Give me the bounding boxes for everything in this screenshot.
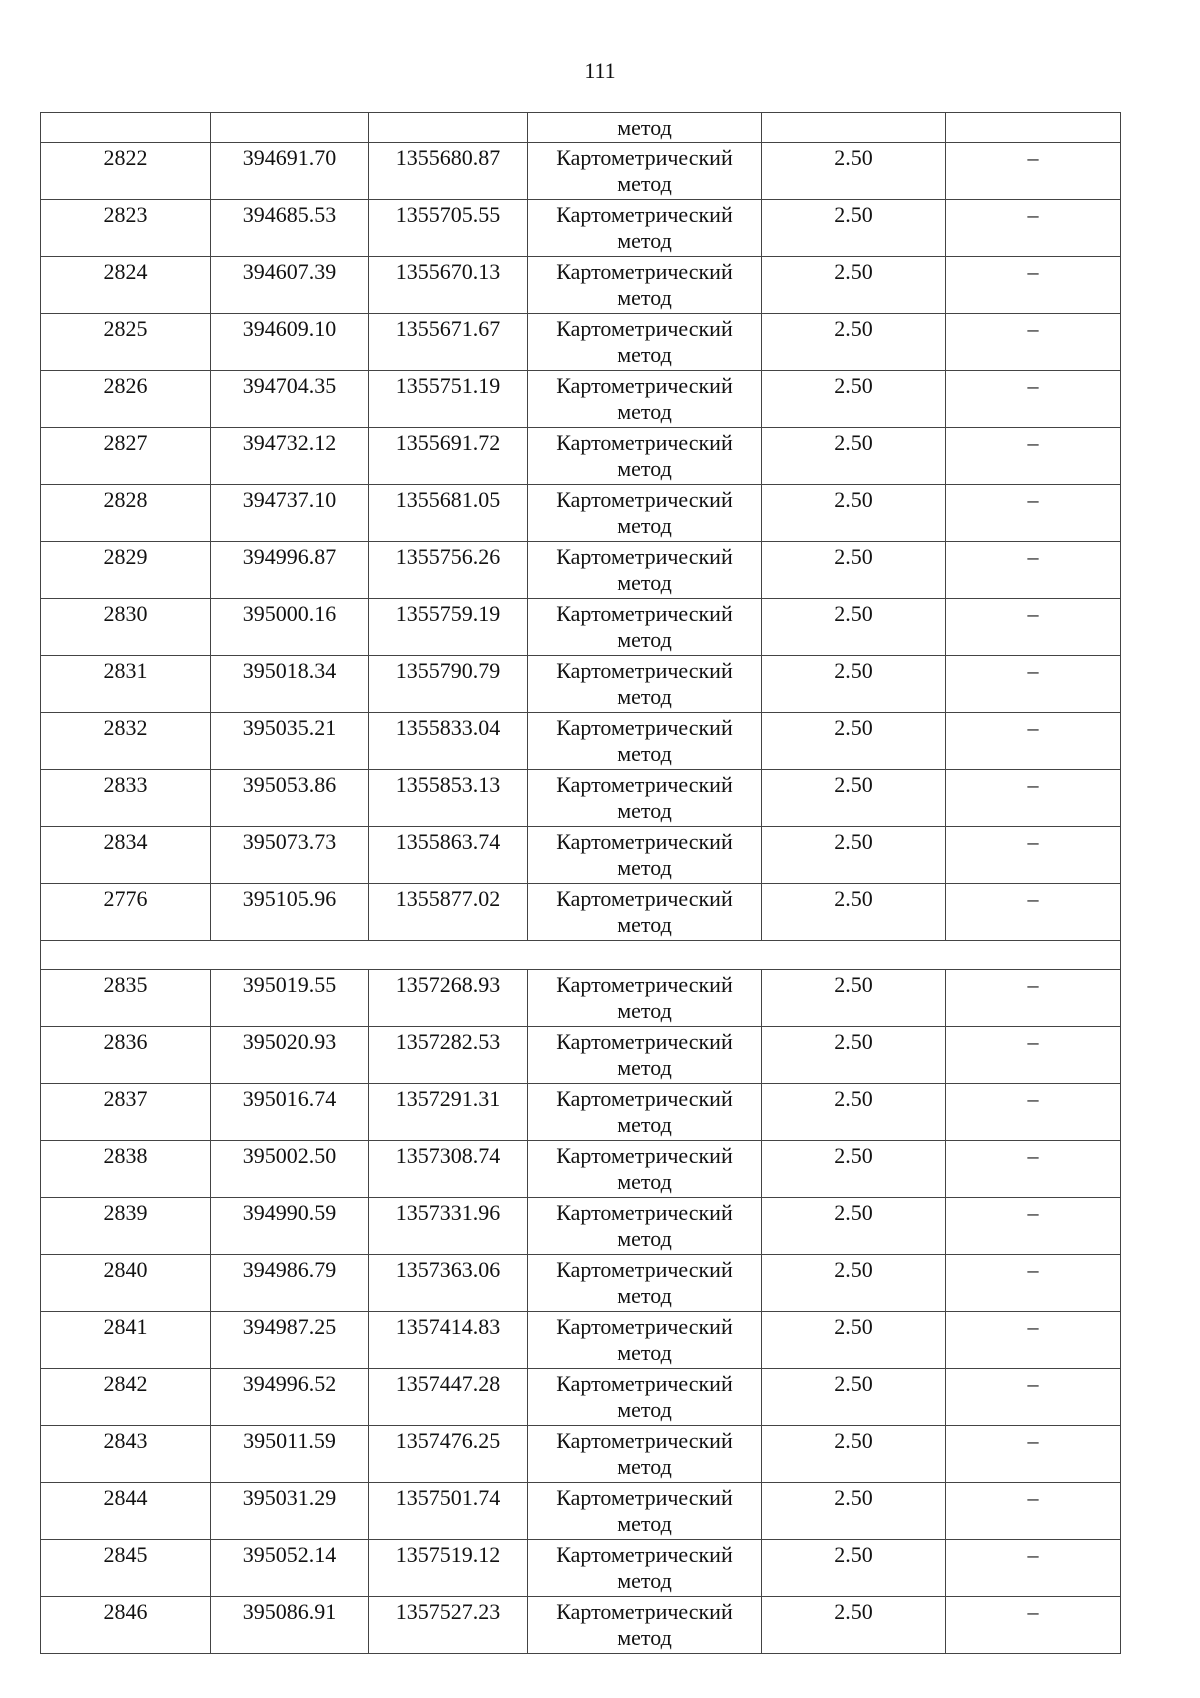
method-line-1: Картометрический: [556, 1029, 733, 1054]
method-line-1: Картометрический: [556, 658, 733, 683]
method-cell: [528, 1141, 762, 1198]
y-coordinate-cell: 1357527.23: [369, 1597, 528, 1654]
accuracy-cell: 2.50: [762, 1255, 946, 1312]
section-separator-row: [41, 941, 1121, 970]
point-number-cell: 2846: [41, 1597, 211, 1654]
x-coordinate-cell: 394737.10: [211, 485, 369, 542]
description-cell: –: [946, 1597, 1121, 1654]
y-coordinate-cell: 1355759.19: [369, 599, 528, 656]
description-cell: –: [946, 1027, 1121, 1084]
description-cell: –: [946, 599, 1121, 656]
method-line-2: метод: [617, 285, 672, 310]
accuracy-cell: 2.50: [762, 1198, 946, 1255]
method-line-1: Картометрический: [556, 829, 733, 854]
accuracy-cell: 2.50: [762, 143, 946, 200]
point-number-cell: 2835: [41, 970, 211, 1027]
x-coordinate-cell: 395000.16: [211, 599, 369, 656]
x-coordinate-cell: 395053.86: [211, 770, 369, 827]
method-cell: [528, 1312, 762, 1369]
accuracy-cell: 2.50: [762, 1027, 946, 1084]
table-row: [41, 1141, 1121, 1198]
coordinates-table: [40, 112, 1121, 1654]
method-cell: [528, 1084, 762, 1141]
method-cell: [528, 371, 762, 428]
method-cell: [528, 1198, 762, 1255]
table-cell: [211, 113, 369, 143]
method-line-2: метод: [617, 1055, 672, 1080]
x-coordinate-cell: 394685.53: [211, 200, 369, 257]
accuracy-cell: 2.50: [762, 1369, 946, 1426]
table-row: [41, 428, 1121, 485]
point-number-cell: 2836: [41, 1027, 211, 1084]
method-line-1: Картометрический: [556, 373, 733, 398]
point-number-cell: 2824: [41, 257, 211, 314]
y-coordinate-cell: 1357268.93: [369, 970, 528, 1027]
table-row: [41, 713, 1121, 770]
description-cell: –: [946, 770, 1121, 827]
table-row: [41, 542, 1121, 599]
accuracy-cell: 2.50: [762, 1426, 946, 1483]
method-line-2: метод: [617, 171, 672, 196]
point-number-cell: 2829: [41, 542, 211, 599]
x-coordinate-cell: 394996.87: [211, 542, 369, 599]
y-coordinate-cell: 1357363.06: [369, 1255, 528, 1312]
description-cell: –: [946, 314, 1121, 371]
method-cell: [528, 827, 762, 884]
method-line-1: Картометрический: [556, 1599, 733, 1624]
table-row: [41, 143, 1121, 200]
y-coordinate-cell: 1355863.74: [369, 827, 528, 884]
method-line-2: метод: [617, 1625, 672, 1650]
x-coordinate-cell: 395035.21: [211, 713, 369, 770]
y-coordinate-cell: 1355756.26: [369, 542, 528, 599]
y-coordinate-cell: 1357308.74: [369, 1141, 528, 1198]
method-cell: [528, 1426, 762, 1483]
x-coordinate-cell: 394987.25: [211, 1312, 369, 1369]
y-coordinate-cell: 1355670.13: [369, 257, 528, 314]
point-number-cell: 2839: [41, 1198, 211, 1255]
page-number: 111: [584, 58, 616, 83]
y-coordinate-cell: 1355790.79: [369, 656, 528, 713]
x-coordinate-cell: 395020.93: [211, 1027, 369, 1084]
x-coordinate-cell: 394990.59: [211, 1198, 369, 1255]
description-cell: –: [946, 257, 1121, 314]
method-line-1: Картометрический: [556, 430, 733, 455]
y-coordinate-cell: 1357519.12: [369, 1540, 528, 1597]
x-coordinate-cell: 394986.79: [211, 1255, 369, 1312]
method-cell: [528, 1483, 762, 1540]
accuracy-cell: 2.50: [762, 599, 946, 656]
x-coordinate-cell: 395105.96: [211, 884, 369, 941]
method-line-2: метод: [617, 513, 672, 538]
x-coordinate-cell: 395052.14: [211, 1540, 369, 1597]
table-row: [41, 314, 1121, 371]
description-cell: –: [946, 542, 1121, 599]
method-cell: [528, 1540, 762, 1597]
method-line-1: Картометрический: [556, 601, 733, 626]
y-coordinate-cell: 1357291.31: [369, 1084, 528, 1141]
method-line-1: Картометрический: [556, 202, 733, 227]
description-cell: –: [946, 970, 1121, 1027]
table-row: [41, 884, 1121, 941]
table-row: [41, 257, 1121, 314]
method-line-1: Картометрический: [556, 145, 733, 170]
accuracy-cell: 2.50: [762, 1084, 946, 1141]
method-line-2: метод: [617, 399, 672, 424]
method-cell: [528, 770, 762, 827]
method-cell: [528, 485, 762, 542]
method-line-2: метод: [617, 798, 672, 823]
method-cell: [528, 542, 762, 599]
accuracy-cell: 2.50: [762, 314, 946, 371]
method-line-1: Картометрический: [556, 544, 733, 569]
point-number-cell: 2834: [41, 827, 211, 884]
table-cell: [762, 113, 946, 143]
method-line-2: метод: [617, 1568, 672, 1593]
accuracy-cell: 2.50: [762, 485, 946, 542]
point-number-cell: 2828: [41, 485, 211, 542]
point-number-cell: 2831: [41, 656, 211, 713]
method-line-2: метод: [617, 1340, 672, 1365]
x-coordinate-cell: 395011.59: [211, 1426, 369, 1483]
x-coordinate-cell: 394691.70: [211, 143, 369, 200]
method-cell: [528, 970, 762, 1027]
description-cell: –: [946, 200, 1121, 257]
table-row: [41, 1540, 1121, 1597]
y-coordinate-cell: 1355877.02: [369, 884, 528, 941]
table-row: [41, 970, 1121, 1027]
table-row: [41, 1483, 1121, 1540]
accuracy-cell: 2.50: [762, 1141, 946, 1198]
x-coordinate-cell: 395073.73: [211, 827, 369, 884]
accuracy-cell: 2.50: [762, 257, 946, 314]
point-number-cell: 2827: [41, 428, 211, 485]
method-line-1: Картометрический: [556, 1428, 733, 1453]
method-line-2: метод: [617, 998, 672, 1023]
accuracy-cell: 2.50: [762, 970, 946, 1027]
point-number-cell: 2845: [41, 1540, 211, 1597]
x-coordinate-cell: 395002.50: [211, 1141, 369, 1198]
method-line-1: Картометрический: [556, 972, 733, 997]
accuracy-cell: 2.50: [762, 884, 946, 941]
table-row: [41, 371, 1121, 428]
method-line-1: Картометрический: [556, 316, 733, 341]
point-number-cell: 2841: [41, 1312, 211, 1369]
method-line-1: Картометрический: [556, 1086, 733, 1111]
table-row: [41, 485, 1121, 542]
point-number-cell: 2825: [41, 314, 211, 371]
description-cell: –: [946, 713, 1121, 770]
y-coordinate-cell: 1355853.13: [369, 770, 528, 827]
table-row: [41, 1084, 1121, 1141]
description-cell: –: [946, 1255, 1121, 1312]
table-cell: [41, 113, 211, 143]
method-cell: [528, 713, 762, 770]
table-cell: [946, 113, 1121, 143]
method-line-2: метод: [617, 456, 672, 481]
method-line-2: метод: [617, 1112, 672, 1137]
accuracy-cell: 2.50: [762, 542, 946, 599]
y-coordinate-cell: 1357331.96: [369, 1198, 528, 1255]
method-line-2: метод: [617, 627, 672, 652]
continued-row: [41, 113, 1121, 143]
description-cell: –: [946, 371, 1121, 428]
table-row: [41, 599, 1121, 656]
y-coordinate-cell: 1355691.72: [369, 428, 528, 485]
point-number-cell: 2822: [41, 143, 211, 200]
point-number-cell: 2832: [41, 713, 211, 770]
x-coordinate-cell: 395018.34: [211, 656, 369, 713]
accuracy-cell: 2.50: [762, 1597, 946, 1654]
method-line-1: Картометрический: [556, 886, 733, 911]
description-cell: –: [946, 428, 1121, 485]
method-line-1: Картометрический: [556, 1257, 733, 1282]
method-line-1: Картометрический: [556, 1143, 733, 1168]
description-cell: –: [946, 1084, 1121, 1141]
y-coordinate-cell: 1357501.74: [369, 1483, 528, 1540]
method-line-2: метод: [617, 684, 672, 709]
method-line-1: Картометрический: [556, 1485, 733, 1510]
method-line-1: Картометрический: [556, 772, 733, 797]
method-line-2: метод: [617, 741, 672, 766]
point-number-cell: 2843: [41, 1426, 211, 1483]
method-line-2: метод: [617, 1397, 672, 1422]
x-coordinate-cell: 395019.55: [211, 970, 369, 1027]
method-line-1: Картометрический: [556, 715, 733, 740]
table-row: [41, 827, 1121, 884]
method-cell: [528, 599, 762, 656]
point-number-cell: 2837: [41, 1084, 211, 1141]
point-number-cell: 2776: [41, 884, 211, 941]
method-line-2: метод: [617, 1226, 672, 1251]
section-separator-cell: [41, 941, 1121, 970]
accuracy-cell: 2.50: [762, 827, 946, 884]
description-cell: –: [946, 656, 1121, 713]
y-coordinate-cell: 1355833.04: [369, 713, 528, 770]
method-cell: [528, 1369, 762, 1426]
y-coordinate-cell: 1355681.05: [369, 485, 528, 542]
method-cell: [528, 1597, 762, 1654]
y-coordinate-cell: 1357447.28: [369, 1369, 528, 1426]
point-number-cell: 2826: [41, 371, 211, 428]
method-cell: [528, 143, 762, 200]
method-cell: [528, 656, 762, 713]
method-line-2: метод: [617, 228, 672, 253]
method-line-2: метод: [617, 570, 672, 595]
description-cell: –: [946, 143, 1121, 200]
method-line-1: Картометрический: [556, 487, 733, 512]
accuracy-cell: 2.50: [762, 1540, 946, 1597]
method-cell: [528, 1255, 762, 1312]
point-number-cell: 2842: [41, 1369, 211, 1426]
method-line-2: метод: [617, 1511, 672, 1536]
table-row: [41, 1312, 1121, 1369]
method-line-2: метод: [617, 342, 672, 367]
accuracy-cell: 2.50: [762, 770, 946, 827]
x-coordinate-cell: 394607.39: [211, 257, 369, 314]
x-coordinate-cell: 394609.10: [211, 314, 369, 371]
method-cell: метод: [528, 113, 762, 143]
method-line-1: Картометрический: [556, 1200, 733, 1225]
x-coordinate-cell: 394996.52: [211, 1369, 369, 1426]
method-line-1: Картометрический: [556, 259, 733, 284]
description-cell: –: [946, 1540, 1121, 1597]
method-cell: [528, 257, 762, 314]
method-line-1: Картометрический: [556, 1314, 733, 1339]
x-coordinate-cell: 395016.74: [211, 1084, 369, 1141]
accuracy-cell: 2.50: [762, 656, 946, 713]
x-coordinate-cell: 395031.29: [211, 1483, 369, 1540]
method-line-2: метод: [617, 1454, 672, 1479]
description-cell: –: [946, 1483, 1121, 1540]
point-number-cell: 2823: [41, 200, 211, 257]
coordinates-table-body: [41, 113, 1121, 1654]
accuracy-cell: 2.50: [762, 371, 946, 428]
y-coordinate-cell: 1355671.67: [369, 314, 528, 371]
point-number-cell: 2838: [41, 1141, 211, 1198]
table-row: [41, 1369, 1121, 1426]
description-cell: –: [946, 1426, 1121, 1483]
table-cell: [369, 113, 528, 143]
table-row: [41, 1198, 1121, 1255]
table-row: [41, 770, 1121, 827]
description-cell: –: [946, 1141, 1121, 1198]
method-cell: [528, 314, 762, 371]
method-line-2: метод: [617, 1169, 672, 1194]
accuracy-cell: 2.50: [762, 1483, 946, 1540]
accuracy-cell: 2.50: [762, 1312, 946, 1369]
accuracy-cell: 2.50: [762, 200, 946, 257]
point-number-cell: 2833: [41, 770, 211, 827]
x-coordinate-cell: 394732.12: [211, 428, 369, 485]
y-coordinate-cell: 1357414.83: [369, 1312, 528, 1369]
table-row: [41, 656, 1121, 713]
x-coordinate-cell: 394704.35: [211, 371, 369, 428]
description-cell: –: [946, 827, 1121, 884]
table-row: [41, 1027, 1121, 1084]
method-cell: [528, 428, 762, 485]
table-row: [41, 1597, 1121, 1654]
y-coordinate-cell: 1355751.19: [369, 371, 528, 428]
method-cell: [528, 200, 762, 257]
method-cell: [528, 884, 762, 941]
accuracy-cell: 2.50: [762, 428, 946, 485]
description-cell: –: [946, 1369, 1121, 1426]
description-cell: –: [946, 485, 1121, 542]
method-line-2: метод: [617, 912, 672, 937]
description-cell: –: [946, 1198, 1121, 1255]
table-row: [41, 1426, 1121, 1483]
point-number-cell: 2844: [41, 1483, 211, 1540]
method-line-1: Картометрический: [556, 1371, 733, 1396]
point-number-cell: 2830: [41, 599, 211, 656]
method-cell: [528, 1027, 762, 1084]
y-coordinate-cell: 1357282.53: [369, 1027, 528, 1084]
table-row: [41, 1255, 1121, 1312]
description-cell: –: [946, 1312, 1121, 1369]
y-coordinate-cell: 1355680.87: [369, 143, 528, 200]
accuracy-cell: 2.50: [762, 713, 946, 770]
y-coordinate-cell: 1355705.55: [369, 200, 528, 257]
description-cell: –: [946, 884, 1121, 941]
x-coordinate-cell: 395086.91: [211, 1597, 369, 1654]
table-row: [41, 200, 1121, 257]
method-line-1: Картометрический: [556, 1542, 733, 1567]
method-line-2: метод: [617, 1283, 672, 1308]
method-line-2: метод: [617, 855, 672, 880]
y-coordinate-cell: 1357476.25: [369, 1426, 528, 1483]
point-number-cell: 2840: [41, 1255, 211, 1312]
